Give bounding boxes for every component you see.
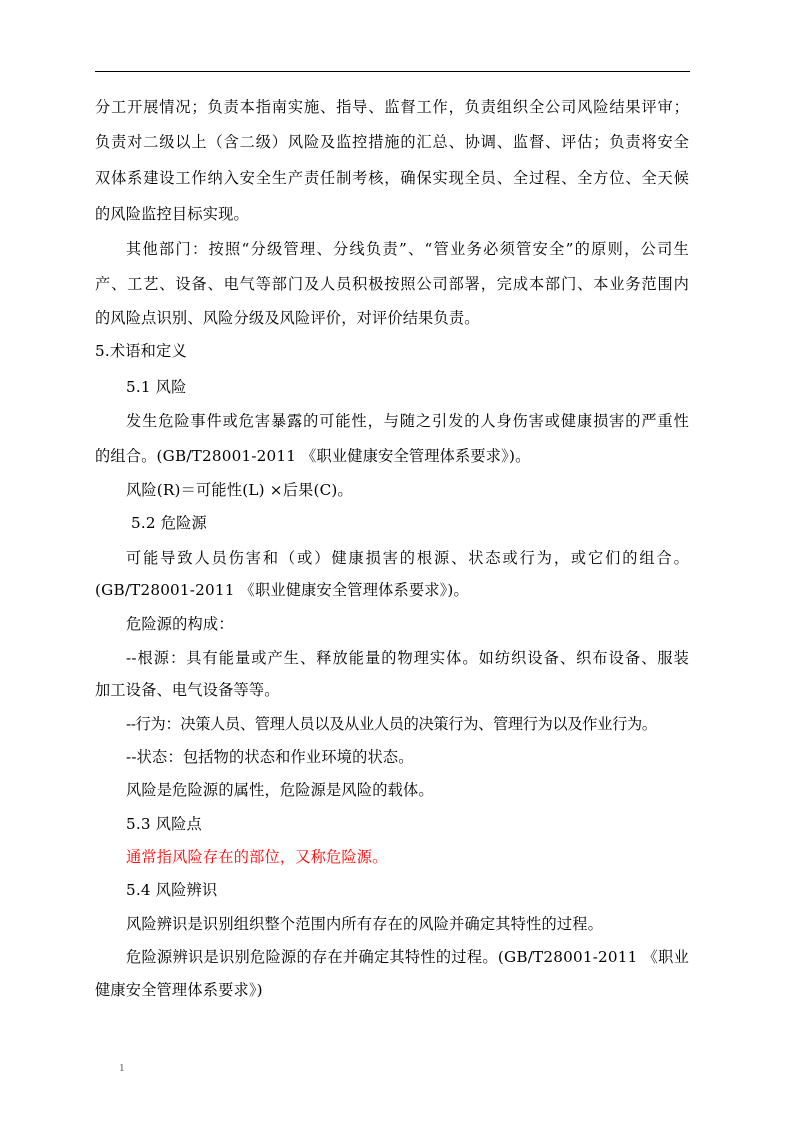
paragraph-line: 其他部门：按照“分级管理、分线负责”、“管业务必须管安全”的原则，公司生	[126, 240, 689, 258]
subsection-heading: 5.2 危险源	[131, 514, 207, 532]
paragraph-line: 负责对二级以上（含二级）风险及监控措施的汇总、协调、监督、评估；负责将安全	[95, 133, 689, 151]
section-heading: 5.术语和定义	[95, 342, 187, 360]
risk-point-definition: 通常指风险存在的部位，又称危险源。	[126, 848, 388, 866]
composition-state: --状态：包括物的状态和作业环境的状态。	[126, 748, 414, 766]
paragraph-line: 的风险监控目标实现。	[95, 205, 249, 223]
paragraph-line: 产、工艺、设备、电气等部门及人员积极按照公司部署，完成本部门、本业务范围内	[95, 275, 689, 293]
header-rule	[95, 71, 690, 72]
definition-line: 可能导致人员伤害和（或）健康损害的根源、状态或行为，或它们的组合。	[126, 549, 689, 567]
composition-root-line: 加工设备、电气设备等等。	[95, 681, 280, 699]
definition-line: 风险辨识是识别组织整个范围内所有存在的风险并确定其特性的过程。	[126, 915, 604, 933]
page-number: 1	[119, 1062, 125, 1074]
paragraph-line: 双体系建设工作纳入安全生产责任制考核，确保实现全员、全过程、全方位、全天候	[95, 169, 689, 187]
subsection-heading: 5.1 风险	[126, 378, 187, 396]
composition-root-line: --根源：具有能量或产生、释放能量的物理实体。如纺织设备、织布设备、服装	[126, 649, 689, 667]
definition-line: (GB/T28001-2011 《职业健康安全管理体系要求》)。	[95, 581, 469, 599]
composition-title: 危险源的构成：	[126, 615, 234, 633]
formula-line: 风险(R)＝可能性(L) ×后果(C)。	[126, 481, 353, 499]
composition-behavior: --行为：决策人员、管理人员以及从业人员的决策行为、管理行为以及作业行为。	[126, 715, 657, 733]
hazard-identification-line: 危险源辨识是识别危险源的存在并确定其特性的过程。(GB/T28001-2011 《职业	[126, 948, 689, 966]
subsection-heading: 5.3 风险点	[126, 815, 202, 833]
definition-line: 的组合。(GB/T28001-2011 《职业健康安全管理体系要求》)。	[95, 447, 531, 465]
subsection-heading: 5.4 风险辨识	[126, 881, 218, 899]
definition-line: 发生危险事件或危害暴露的可能性，与随之引发的人身伤害或健康损害的严重性	[126, 412, 689, 430]
paragraph-line: 的风险点识别、风险分级及风险评价，对评价结果负责。	[95, 309, 480, 327]
paragraph-line: 分工开展情况；负责本指南实施、指导、监督工作，负责组织全公司风险结果评审；	[95, 98, 689, 116]
hazard-identification-line: 健康安全管理体系要求》)	[95, 981, 263, 999]
relation-line: 风险是危险源的属性，危险源是风险的载体。	[126, 781, 434, 799]
